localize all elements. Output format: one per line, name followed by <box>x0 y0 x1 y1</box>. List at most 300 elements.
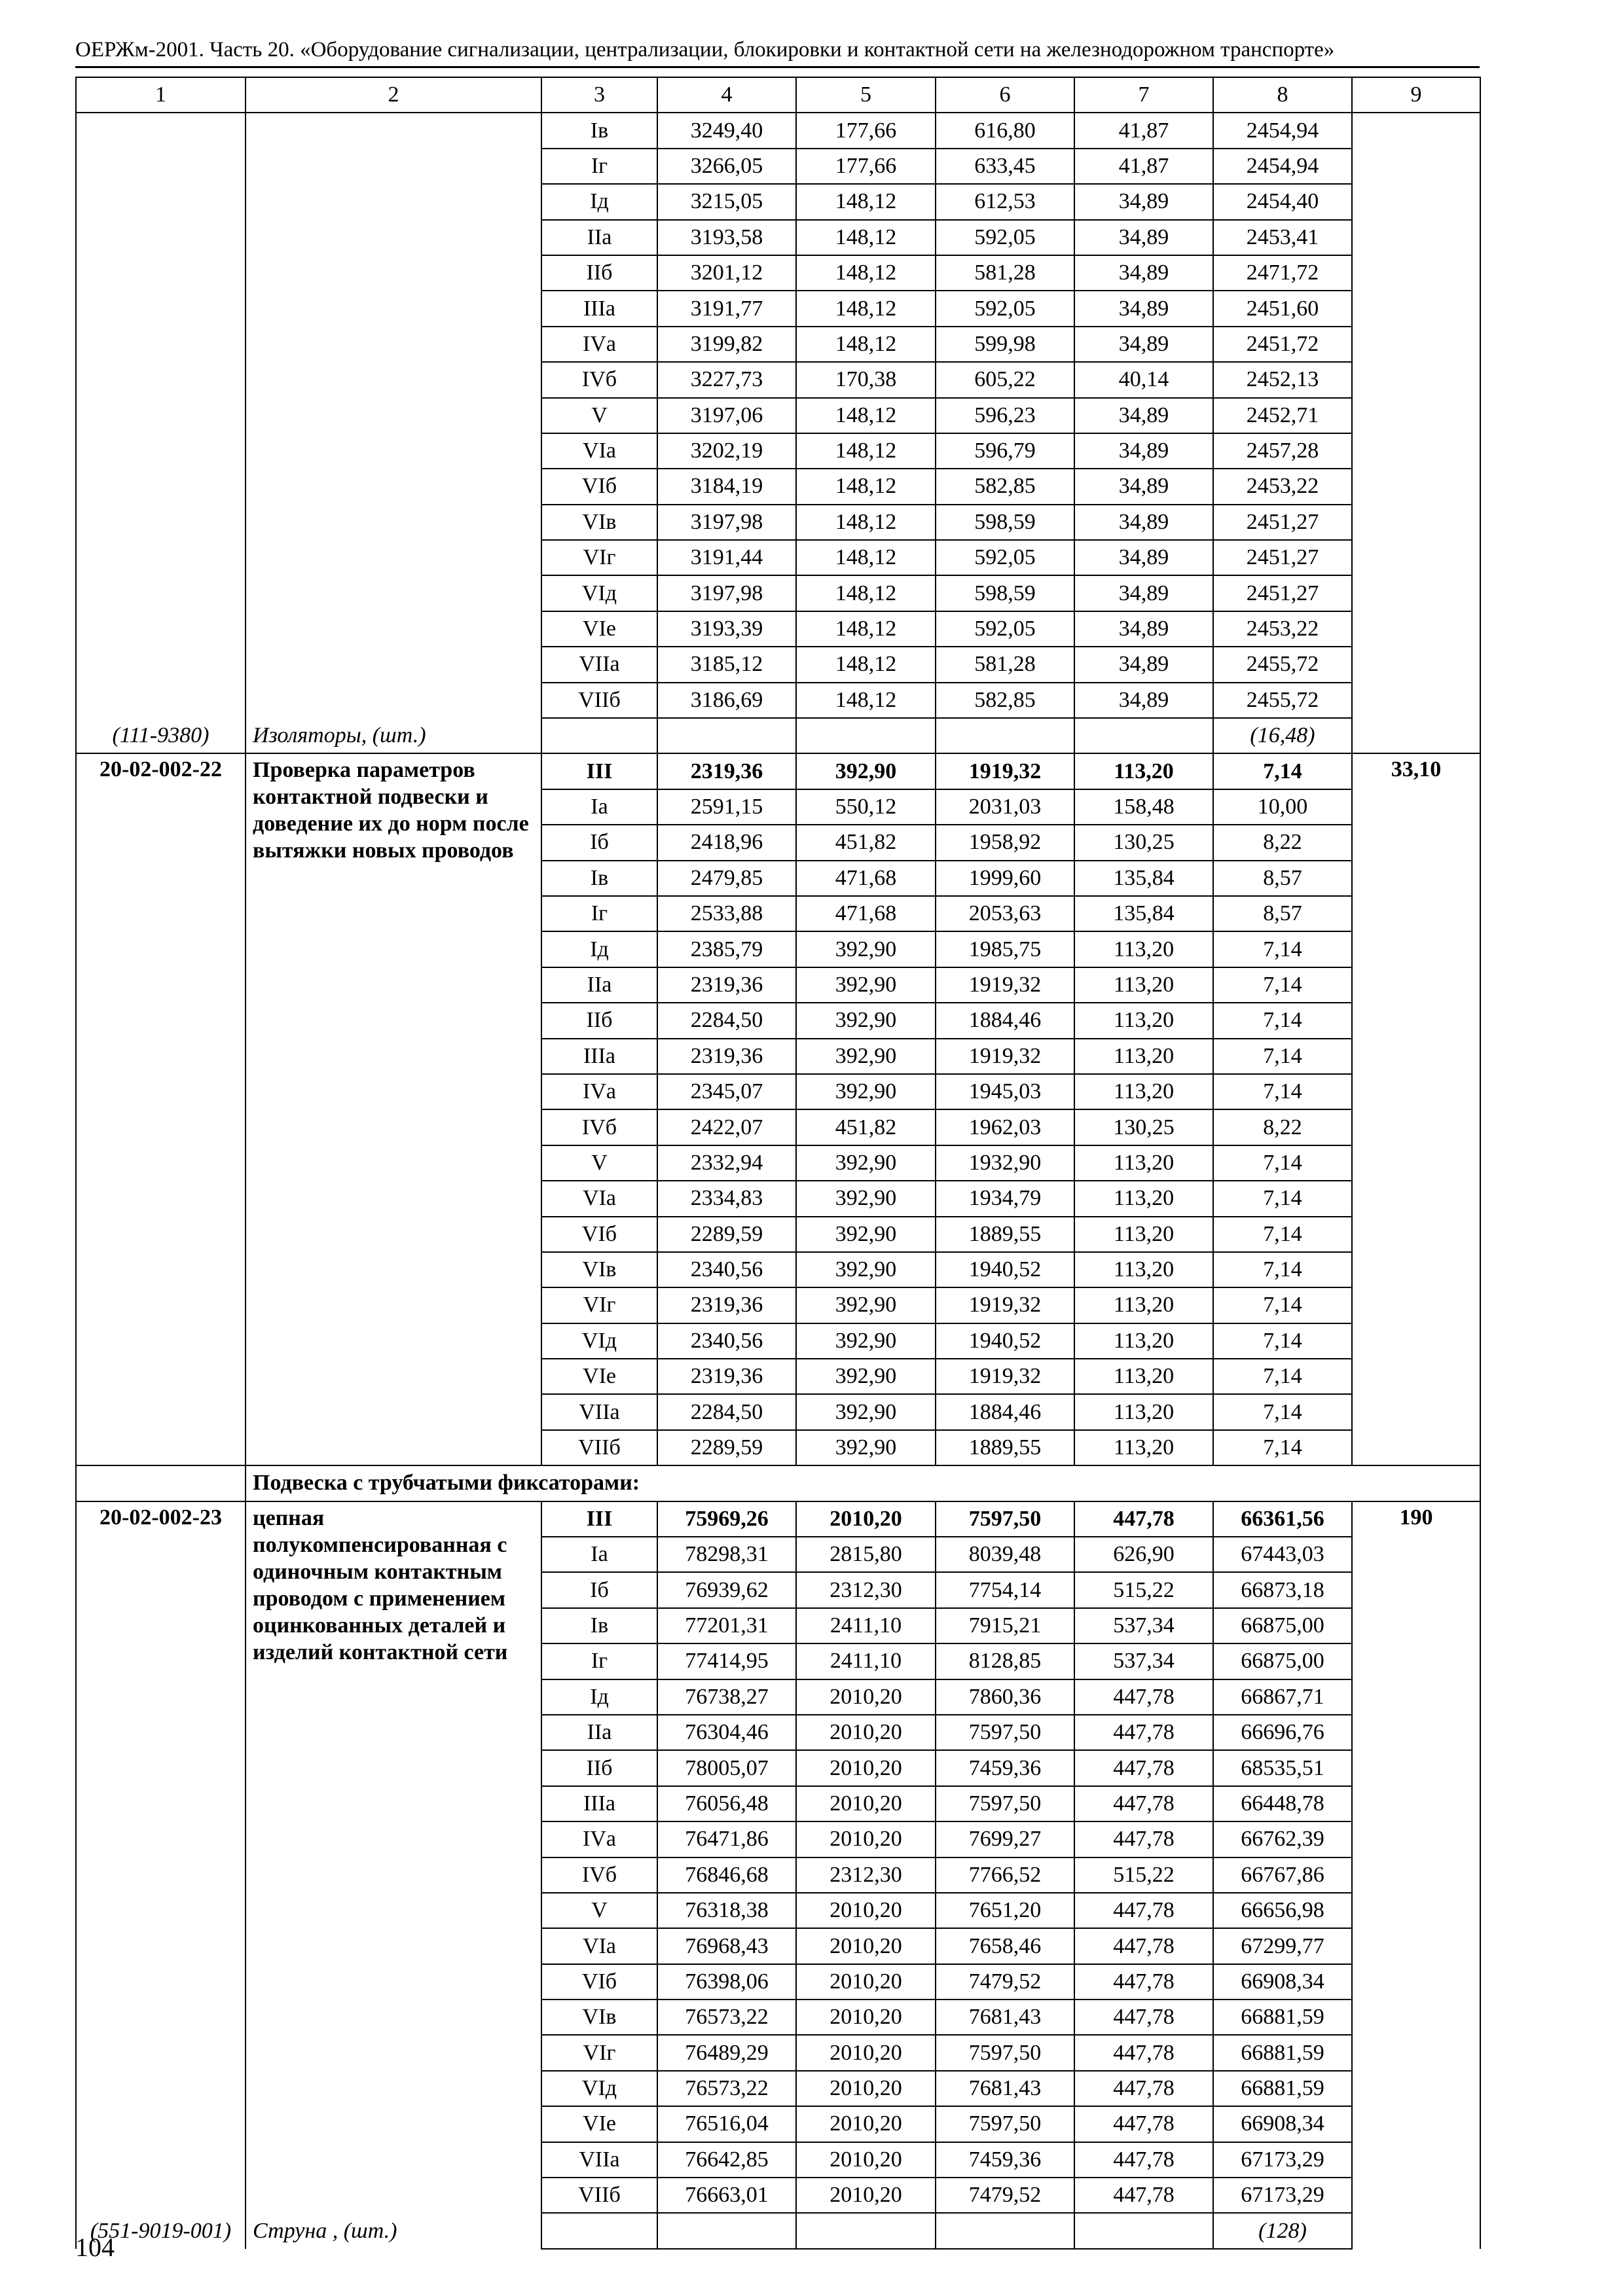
value-cell: 2471,72 <box>1213 255 1352 291</box>
value-cell: 447,78 <box>1074 2106 1213 2142</box>
value-cell: 2319,36 <box>657 1287 796 1323</box>
value-cell: 34,89 <box>1074 398 1213 433</box>
value-cell: 76846,68 <box>657 1857 796 1893</box>
zone-cell: V <box>541 1893 657 1928</box>
value-cell: 7681,43 <box>936 2000 1074 2035</box>
zone-cell: Iг <box>541 1643 657 1679</box>
value-cell: 392,90 <box>796 1217 936 1252</box>
value-cell: 447,78 <box>1074 1928 1213 1964</box>
zone-cell: IIIа <box>541 291 657 326</box>
value-cell: 2451,72 <box>1213 327 1352 362</box>
value-cell: 113,20 <box>1074 1287 1213 1323</box>
value-cell: 2385,79 <box>657 931 796 967</box>
zone-cell: VIг <box>541 540 657 575</box>
value-cell: 596,79 <box>936 433 1074 469</box>
value-cell: 2312,30 <box>796 1572 936 1607</box>
value-cell: 2010,20 <box>796 1928 936 1964</box>
value-cell: 66908,34 <box>1213 1964 1352 2000</box>
value-cell: 3197,98 <box>657 505 796 540</box>
value-cell: 392,90 <box>796 1394 936 1429</box>
value-cell: 1884,46 <box>936 1394 1074 1429</box>
value-cell: 2319,36 <box>657 967 796 1003</box>
value-cell: 515,22 <box>1074 1572 1213 1607</box>
value-cell: 148,12 <box>796 291 936 326</box>
zone-cell: VIв <box>541 505 657 540</box>
value-cell: 113,20 <box>1074 1145 1213 1181</box>
value-cell: 2010,20 <box>796 1964 936 2000</box>
value-cell: 8128,85 <box>936 1643 1074 1679</box>
zone-cell: VIв <box>541 2000 657 2035</box>
zone-cell: VIе <box>541 611 657 647</box>
value-cell: 113,20 <box>1074 1074 1213 1109</box>
value-cell: 633,45 <box>936 149 1074 184</box>
value-cell: 34,89 <box>1074 255 1213 291</box>
value-cell: 1919,32 <box>936 753 1074 789</box>
value-cell: 67299,77 <box>1213 1928 1352 1964</box>
value-cell: 592,05 <box>936 220 1074 255</box>
value-cell: 7,14 <box>1213 1181 1352 1216</box>
value-cell: 2533,88 <box>657 896 796 931</box>
zone-cell: IIб <box>541 1003 657 1038</box>
zone-cell: IVб <box>541 1857 657 1893</box>
column-number: 2 <box>246 77 541 113</box>
zone-cell: Iб <box>541 1572 657 1607</box>
value-cell: 596,23 <box>936 398 1074 433</box>
value-cell: 392,90 <box>796 1287 936 1323</box>
value-cell: 2452,13 <box>1213 362 1352 397</box>
value-cell: 66448,78 <box>1213 1786 1352 1821</box>
value-cell: 2422,07 <box>657 1109 796 1145</box>
value-cell: 2451,27 <box>1213 540 1352 575</box>
value-cell: 148,12 <box>796 255 936 291</box>
material-qty: (128) <box>1213 2213 1352 2248</box>
value-cell: 113,20 <box>1074 1359 1213 1394</box>
value-cell: 598,59 <box>936 505 1074 540</box>
value-cell: 7459,36 <box>936 2142 1074 2178</box>
zone-cell: Iг <box>541 149 657 184</box>
zone-cell: IVб <box>541 362 657 397</box>
rate-code: 20-02-002-22 <box>76 753 246 1465</box>
value-cell: 148,12 <box>796 220 936 255</box>
zone-cell: IVб <box>541 1109 657 1145</box>
zone-cell: Iв <box>541 861 657 896</box>
empty-cell <box>1074 2213 1213 2248</box>
value-cell: 2451,27 <box>1213 575 1352 611</box>
value-cell: 66696,76 <box>1213 1715 1352 1750</box>
value-cell: 1940,52 <box>936 1252 1074 1287</box>
value-cell: 113,20 <box>1074 1430 1213 1465</box>
value-cell: 34,89 <box>1074 683 1213 718</box>
value-cell: 2455,72 <box>1213 683 1352 718</box>
value-cell: 2418,96 <box>657 825 796 860</box>
col9-cell: 190 <box>1352 1501 1480 2214</box>
value-cell: 34,89 <box>1074 647 1213 682</box>
value-cell: 76304,46 <box>657 1715 796 1750</box>
value-cell: 7597,50 <box>936 1715 1074 1750</box>
value-cell: 3227,73 <box>657 362 796 397</box>
value-cell: 392,90 <box>796 1039 936 1074</box>
value-cell: 76398,06 <box>657 1964 796 2000</box>
value-cell: 612,53 <box>936 184 1074 219</box>
value-cell: 1999,60 <box>936 861 1074 896</box>
value-cell: 67173,29 <box>1213 2178 1352 2213</box>
value-cell: 537,34 <box>1074 1608 1213 1643</box>
value-cell: 1940,52 <box>936 1323 1074 1359</box>
empty-cell <box>936 2213 1074 2248</box>
value-cell: 1889,55 <box>936 1217 1074 1252</box>
zone-cell: VIд <box>541 575 657 611</box>
value-cell: 1962,03 <box>936 1109 1074 1145</box>
value-cell: 2010,20 <box>796 2035 936 2070</box>
value-cell: 148,12 <box>796 184 936 219</box>
zone-cell: Iд <box>541 184 657 219</box>
value-cell: 515,22 <box>1074 1857 1213 1893</box>
value-cell: 148,12 <box>796 575 936 611</box>
value-cell: 2340,56 <box>657 1252 796 1287</box>
value-cell: 2451,60 <box>1213 291 1352 326</box>
zone-cell: VIв <box>541 1252 657 1287</box>
value-cell: 581,28 <box>936 255 1074 291</box>
value-cell: 8039,48 <box>936 1537 1074 1572</box>
value-cell: 34,89 <box>1074 184 1213 219</box>
value-cell: 113,20 <box>1074 1003 1213 1038</box>
value-cell: 66767,86 <box>1213 1857 1352 1893</box>
value-cell: 2010,20 <box>796 1715 936 1750</box>
zone-cell: Iд <box>541 931 657 967</box>
value-cell: 34,89 <box>1074 611 1213 647</box>
value-cell: 447,78 <box>1074 1821 1213 1857</box>
value-cell: 148,12 <box>796 433 936 469</box>
value-cell: 2453,41 <box>1213 220 1352 255</box>
column-number: 4 <box>657 77 796 113</box>
value-cell: 7860,36 <box>936 1679 1074 1715</box>
zone-cell: Iв <box>541 1608 657 1643</box>
value-cell: 7479,52 <box>936 2178 1074 2213</box>
rate-description <box>246 113 541 718</box>
value-cell: 8,57 <box>1213 896 1352 931</box>
empty-cell <box>796 2213 936 2248</box>
value-cell: 2457,28 <box>1213 433 1352 469</box>
value-cell: 34,89 <box>1074 575 1213 611</box>
value-cell: 34,89 <box>1074 540 1213 575</box>
value-cell: 2815,80 <box>796 1537 936 1572</box>
value-cell: 2334,83 <box>657 1181 796 1216</box>
table-row <box>76 1501 1480 1537</box>
value-cell: 8,22 <box>1213 1109 1352 1145</box>
value-cell: 66881,59 <box>1213 2035 1352 2070</box>
table-row <box>76 753 1480 789</box>
value-cell: 7915,21 <box>936 1608 1074 1643</box>
value-cell: 2411,10 <box>796 1608 936 1643</box>
value-cell: 148,12 <box>796 540 936 575</box>
value-cell: 66762,39 <box>1213 1821 1352 1857</box>
value-cell: 447,78 <box>1074 1786 1213 1821</box>
zone-cell: VIд <box>541 1323 657 1359</box>
value-cell: 2452,71 <box>1213 398 1352 433</box>
value-cell: 34,89 <box>1074 469 1213 504</box>
value-cell: 7,14 <box>1213 1039 1352 1074</box>
value-cell: 7597,50 <box>936 2035 1074 2070</box>
value-cell: 2345,07 <box>657 1074 796 1109</box>
value-cell: 1919,32 <box>936 1039 1074 1074</box>
value-cell: 3184,19 <box>657 469 796 504</box>
value-cell: 616,80 <box>936 113 1074 148</box>
value-cell: 2454,94 <box>1213 113 1352 148</box>
value-cell: 2289,59 <box>657 1430 796 1465</box>
value-cell: 113,20 <box>1074 967 1213 1003</box>
value-cell: 2453,22 <box>1213 611 1352 647</box>
value-cell: 7699,27 <box>936 1821 1074 1857</box>
value-cell: 8,57 <box>1213 861 1352 896</box>
section-title-row <box>76 1465 1480 1501</box>
zone-cell: VIIб <box>541 1430 657 1465</box>
value-cell: 1932,90 <box>936 1145 1074 1181</box>
value-cell: 76516,04 <box>657 2106 796 2142</box>
zone-cell: IIб <box>541 255 657 291</box>
column-number: 6 <box>936 77 1074 113</box>
value-cell: 2284,50 <box>657 1003 796 1038</box>
value-cell: 392,90 <box>796 1003 936 1038</box>
value-cell: 550,12 <box>796 789 936 825</box>
value-cell: 148,12 <box>796 505 936 540</box>
value-cell: 1884,46 <box>936 1003 1074 1038</box>
value-cell: 34,89 <box>1074 433 1213 469</box>
value-cell: 7597,50 <box>936 2106 1074 2142</box>
zone-cell: VIIб <box>541 683 657 718</box>
value-cell: 3185,12 <box>657 647 796 682</box>
zone-cell: VIб <box>541 1964 657 2000</box>
value-cell: 471,68 <box>796 896 936 931</box>
value-cell: 7,14 <box>1213 1430 1352 1465</box>
zone-cell: IIа <box>541 1715 657 1750</box>
column-number: 1 <box>76 77 246 113</box>
value-cell: 447,78 <box>1074 2178 1213 2213</box>
value-cell: 76939,62 <box>657 1572 796 1607</box>
column-number: 5 <box>796 77 936 113</box>
value-cell: 447,78 <box>1074 2035 1213 2070</box>
value-cell: 66873,18 <box>1213 1572 1352 1607</box>
value-cell: 67443,03 <box>1213 1537 1352 1572</box>
value-cell: 76642,85 <box>657 2142 796 2178</box>
col9-cell: 33,10 <box>1352 753 1480 1465</box>
value-cell: 177,66 <box>796 149 936 184</box>
value-cell: 2451,27 <box>1213 505 1352 540</box>
zone-cell: Iг <box>541 896 657 931</box>
value-cell: 76738,27 <box>657 1679 796 1715</box>
value-cell: 447,78 <box>1074 2142 1213 2178</box>
value-cell: 135,84 <box>1074 861 1213 896</box>
value-cell: 41,87 <box>1074 113 1213 148</box>
zone-cell: VIIа <box>541 2142 657 2178</box>
value-cell: 7,14 <box>1213 967 1352 1003</box>
value-cell: 66875,00 <box>1213 1608 1352 1643</box>
value-cell: 392,90 <box>796 1145 936 1181</box>
value-cell: 592,05 <box>936 611 1074 647</box>
column-number: 9 <box>1352 77 1480 113</box>
value-cell: 148,12 <box>796 683 936 718</box>
value-cell: 582,85 <box>936 469 1074 504</box>
col9-cell <box>1352 113 1480 718</box>
empty-cell <box>541 2213 657 2248</box>
value-cell: 581,28 <box>936 647 1074 682</box>
value-cell: 592,05 <box>936 540 1074 575</box>
zone-cell: IVа <box>541 1074 657 1109</box>
value-cell: 2010,20 <box>796 1679 936 1715</box>
zone-cell: VIд <box>541 2071 657 2106</box>
value-cell: 2411,10 <box>796 1643 936 1679</box>
value-cell: 392,90 <box>796 753 936 789</box>
value-cell: 2284,50 <box>657 1394 796 1429</box>
material-row <box>76 718 1480 753</box>
value-cell: 130,25 <box>1074 825 1213 860</box>
value-cell: 3266,05 <box>657 149 796 184</box>
value-cell: 76573,22 <box>657 2000 796 2035</box>
value-cell: 7,14 <box>1213 1074 1352 1109</box>
value-cell: 582,85 <box>936 683 1074 718</box>
value-cell: 78005,07 <box>657 1750 796 1785</box>
value-cell: 2479,85 <box>657 861 796 896</box>
zone-cell: IVа <box>541 327 657 362</box>
zone-cell: IIа <box>541 967 657 1003</box>
value-cell: 2010,20 <box>796 1893 936 1928</box>
value-cell: 447,78 <box>1074 2071 1213 2106</box>
zone-cell: Iб <box>541 825 657 860</box>
value-cell: 3201,12 <box>657 255 796 291</box>
value-cell: 2453,22 <box>1213 469 1352 504</box>
zone-cell: VIа <box>541 1181 657 1216</box>
zone-cell: VIIа <box>541 647 657 682</box>
value-cell: 392,90 <box>796 1359 936 1394</box>
value-cell: 7681,43 <box>936 2071 1074 2106</box>
value-cell: 7,14 <box>1213 753 1352 789</box>
value-cell: 447,78 <box>1074 1750 1213 1785</box>
value-cell: 41,87 <box>1074 149 1213 184</box>
value-cell: 392,90 <box>796 1181 936 1216</box>
value-cell: 451,82 <box>796 825 936 860</box>
value-cell: 148,12 <box>796 647 936 682</box>
rate-code: 20-02-002-23 <box>76 1501 246 2214</box>
value-cell: 7754,14 <box>936 1572 1074 1607</box>
empty-cell <box>76 1465 246 1501</box>
value-cell: 2010,20 <box>796 1750 936 1785</box>
table-row <box>76 113 1480 148</box>
value-cell: 537,34 <box>1074 1643 1213 1679</box>
value-cell: 3215,05 <box>657 184 796 219</box>
value-cell: 2340,56 <box>657 1323 796 1359</box>
column-number-row <box>76 77 1480 113</box>
value-cell: 3199,82 <box>657 327 796 362</box>
value-cell: 34,89 <box>1074 505 1213 540</box>
value-cell: 148,12 <box>796 327 936 362</box>
empty-cell <box>796 718 936 753</box>
material-qty: (16,48) <box>1213 718 1352 753</box>
value-cell: 1919,32 <box>936 967 1074 1003</box>
value-cell: 7,14 <box>1213 1323 1352 1359</box>
value-cell: 2010,20 <box>796 2000 936 2035</box>
value-cell: 598,59 <box>936 575 1074 611</box>
value-cell: 2591,15 <box>657 789 796 825</box>
column-number: 7 <box>1074 77 1213 113</box>
value-cell: 148,12 <box>796 611 936 647</box>
empty-cell <box>1074 718 1213 753</box>
empty-cell <box>1352 2213 1480 2248</box>
zone-cell: VIг <box>541 1287 657 1323</box>
value-cell: 626,90 <box>1074 1537 1213 1572</box>
value-cell: 3191,44 <box>657 540 796 575</box>
value-cell: 605,22 <box>936 362 1074 397</box>
value-cell: 447,78 <box>1074 1893 1213 1928</box>
value-cell: 158,48 <box>1074 789 1213 825</box>
zone-cell: VIе <box>541 1359 657 1394</box>
empty-cell <box>1352 718 1480 753</box>
value-cell: 447,78 <box>1074 1679 1213 1715</box>
value-cell: 7651,20 <box>936 1893 1074 1928</box>
value-cell: 67173,29 <box>1213 2142 1352 2178</box>
value-cell: 3191,77 <box>657 291 796 326</box>
rate-code <box>76 113 246 718</box>
value-cell: 599,98 <box>936 327 1074 362</box>
zone-cell: VIа <box>541 433 657 469</box>
value-cell: 392,90 <box>796 967 936 1003</box>
value-cell: 76471,86 <box>657 1821 796 1857</box>
value-cell: 66656,98 <box>1213 1893 1352 1928</box>
value-cell: 7459,36 <box>936 1750 1074 1785</box>
value-cell: 2289,59 <box>657 1217 796 1252</box>
value-cell: 8,22 <box>1213 825 1352 860</box>
value-cell: 2031,03 <box>936 789 1074 825</box>
value-cell: 66361,56 <box>1213 1501 1352 1537</box>
value-cell: 113,20 <box>1074 1252 1213 1287</box>
rate-description: Проверка параметров контактной подвески и доведение их до норм после вытяжки новых проводов <box>246 753 541 1465</box>
zone-cell: VIIб <box>541 2178 657 2213</box>
zone-cell: Iв <box>541 113 657 148</box>
zone-cell: III <box>541 1501 657 1537</box>
value-cell: 392,90 <box>796 1074 936 1109</box>
value-cell: 135,84 <box>1074 896 1213 931</box>
value-cell: 66881,59 <box>1213 2071 1352 2106</box>
zone-cell: IVа <box>541 1821 657 1857</box>
value-cell: 2454,94 <box>1213 149 1352 184</box>
value-cell: 66875,00 <box>1213 1643 1352 1679</box>
value-cell: 7,14 <box>1213 1217 1352 1252</box>
value-cell: 3193,58 <box>657 220 796 255</box>
value-cell: 447,78 <box>1074 2000 1213 2035</box>
value-cell: 7766,52 <box>936 1857 1074 1893</box>
value-cell: 7597,50 <box>936 1501 1074 1537</box>
value-cell: 76489,29 <box>657 2035 796 2070</box>
value-cell: 3193,39 <box>657 611 796 647</box>
value-cell: 392,90 <box>796 1323 936 1359</box>
value-cell: 77414,95 <box>657 1643 796 1679</box>
value-cell: 130,25 <box>1074 1109 1213 1145</box>
price-table <box>75 77 1481 2250</box>
zone-cell: IIIа <box>541 1786 657 1821</box>
value-cell: 177,66 <box>796 113 936 148</box>
value-cell: 2010,20 <box>796 2071 936 2106</box>
zone-cell: VIе <box>541 2106 657 2142</box>
zone-cell: VIа <box>541 1928 657 1964</box>
zone-cell: VIб <box>541 469 657 504</box>
value-cell: 2010,20 <box>796 2142 936 2178</box>
value-cell: 3197,98 <box>657 575 796 611</box>
value-cell: 1985,75 <box>936 931 1074 967</box>
value-cell: 2010,20 <box>796 1786 936 1821</box>
value-cell: 76968,43 <box>657 1928 796 1964</box>
material-code: (111-9380) <box>76 718 246 753</box>
value-cell: 76663,01 <box>657 2178 796 2213</box>
value-cell: 10,00 <box>1213 789 1352 825</box>
value-cell: 2455,72 <box>1213 647 1352 682</box>
